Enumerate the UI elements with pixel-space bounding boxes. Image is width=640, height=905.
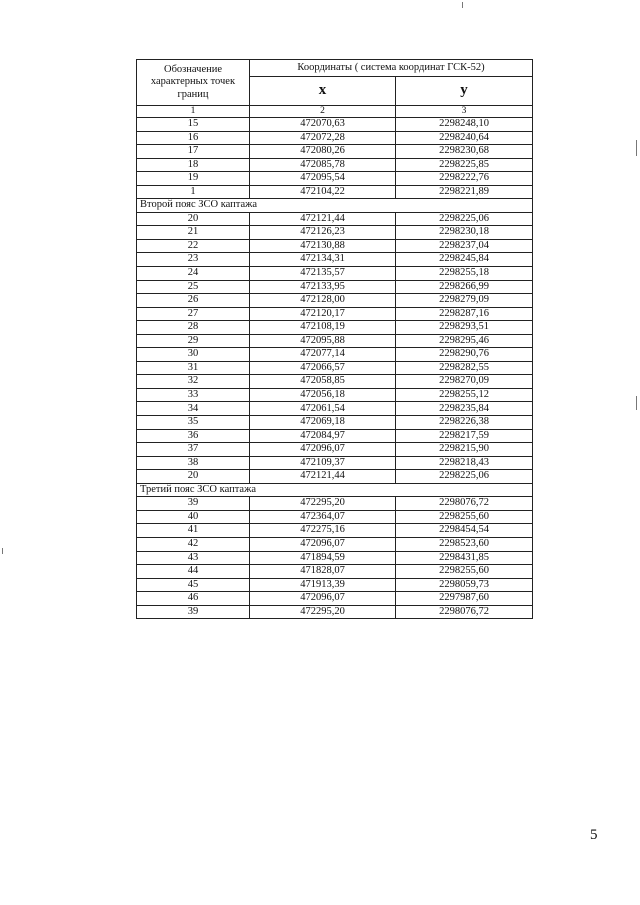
point-number-cell: 20 <box>137 470 250 484</box>
x-coordinate-cell: 472056,18 <box>250 388 396 402</box>
y-coordinate-cell: 2298222,76 <box>396 172 533 186</box>
y-coordinate-cell: 2298287,16 <box>396 307 533 321</box>
x-coordinate-cell: 472085,78 <box>250 158 396 172</box>
point-number-cell: 38 <box>137 456 250 470</box>
y-coordinate-cell: 2297987,60 <box>396 592 533 606</box>
table-row <box>137 551 533 565</box>
y-coordinate-cell: 2298218,43 <box>396 456 533 470</box>
table-row <box>137 267 533 281</box>
section-row <box>137 199 533 213</box>
page-number: 5 <box>590 827 598 843</box>
table-row <box>137 375 533 389</box>
point-number-cell: 35 <box>137 416 250 430</box>
table-row <box>137 537 533 551</box>
scan-mark <box>462 2 463 8</box>
table-row <box>137 131 533 145</box>
y-coordinate-cell: 2298290,76 <box>396 348 533 362</box>
table-row <box>137 212 533 226</box>
table-row <box>137 605 533 619</box>
x-coordinate-cell: 472108,19 <box>250 321 396 335</box>
x-coordinate-cell: 472096,07 <box>250 443 396 457</box>
point-number-cell: 15 <box>137 118 250 132</box>
point-number-cell: 24 <box>137 267 250 281</box>
table-row <box>137 429 533 443</box>
y-coordinate-cell: 2298255,60 <box>396 565 533 579</box>
y-coordinate-cell: 2298255,12 <box>396 388 533 402</box>
col-number-3: 3 <box>396 106 533 118</box>
table-row <box>137 592 533 606</box>
point-number-cell: 31 <box>137 361 250 375</box>
point-number-cell: 25 <box>137 280 250 294</box>
table-row <box>137 158 533 172</box>
point-number-cell: 28 <box>137 321 250 335</box>
y-coordinate-cell: 2298225,85 <box>396 158 533 172</box>
table-row <box>137 226 533 240</box>
table-row <box>137 388 533 402</box>
y-coordinate-cell: 2298076,72 <box>396 605 533 619</box>
scan-mark <box>2 548 3 554</box>
x-coordinate-cell: 472120,17 <box>250 307 396 321</box>
point-number-cell: 40 <box>137 510 250 524</box>
y-coordinate-cell: 2298523,60 <box>396 537 533 551</box>
point-number-cell: 44 <box>137 565 250 579</box>
y-coordinate-cell: 2298270,09 <box>396 375 533 389</box>
table-row <box>137 321 533 335</box>
table-row <box>137 470 533 484</box>
point-number-cell: 36 <box>137 429 250 443</box>
point-number-cell: 41 <box>137 524 250 538</box>
x-coordinate-cell: 472080,26 <box>250 145 396 159</box>
x-coordinate-cell: 472096,07 <box>250 592 396 606</box>
table-row <box>137 510 533 524</box>
coordinates-table <box>136 59 533 619</box>
y-coordinate-cell: 2298255,60 <box>396 510 533 524</box>
y-coordinate-cell: 2298248,10 <box>396 118 533 132</box>
table-row <box>137 253 533 267</box>
point-number-cell: 27 <box>137 307 250 321</box>
table-row <box>137 361 533 375</box>
y-coordinate-cell: 2298237,04 <box>396 239 533 253</box>
table-row <box>137 443 533 457</box>
table-row <box>137 280 533 294</box>
x-coordinate-cell: 472295,20 <box>250 497 396 511</box>
point-number-cell: 34 <box>137 402 250 416</box>
y-coordinate-cell: 2298225,06 <box>396 470 533 484</box>
col-number-1: 1 <box>137 106 250 118</box>
x-coordinate-cell: 472128,00 <box>250 294 396 308</box>
point-number-cell: 39 <box>137 605 250 619</box>
y-coordinate-cell: 2298230,18 <box>396 226 533 240</box>
table-row <box>137 334 533 348</box>
x-coordinate-cell: 472066,57 <box>250 361 396 375</box>
x-coordinate-cell: 472095,54 <box>250 172 396 186</box>
x-coordinate-cell: 472095,88 <box>250 334 396 348</box>
x-header: x <box>250 76 396 105</box>
x-coordinate-cell: 472070,63 <box>250 118 396 132</box>
y-header: у <box>396 76 533 105</box>
section-row <box>137 483 533 497</box>
x-coordinate-cell: 471894,59 <box>250 551 396 565</box>
designation-header: Обозначение характерных точек границ <box>137 60 250 106</box>
x-coordinate-cell: 472069,18 <box>250 416 396 430</box>
table-row <box>137 497 533 511</box>
y-coordinate-cell: 2298454,54 <box>396 524 533 538</box>
table-row <box>137 294 533 308</box>
point-number-cell: 33 <box>137 388 250 402</box>
point-number-cell: 29 <box>137 334 250 348</box>
point-number-cell: 45 <box>137 578 250 592</box>
coordinates-header: Координаты ( система координат ГСК-52) <box>250 60 533 77</box>
x-coordinate-cell: 472061,54 <box>250 402 396 416</box>
point-number-cell: 43 <box>137 551 250 565</box>
x-coordinate-cell: 472077,14 <box>250 348 396 362</box>
x-coordinate-cell: 472275,16 <box>250 524 396 538</box>
point-number-cell: 17 <box>137 145 250 159</box>
point-number-cell: 19 <box>137 172 250 186</box>
y-coordinate-cell: 2298059,73 <box>396 578 533 592</box>
table-row <box>137 239 533 253</box>
table-row <box>137 578 533 592</box>
point-number-cell: 22 <box>137 239 250 253</box>
x-coordinate-cell: 472096,07 <box>250 537 396 551</box>
table-row <box>137 565 533 579</box>
y-coordinate-cell: 2298282,55 <box>396 361 533 375</box>
table-row <box>137 524 533 538</box>
point-number-cell: 26 <box>137 294 250 308</box>
y-coordinate-cell: 2298221,89 <box>396 185 533 199</box>
x-coordinate-cell: 472134,31 <box>250 253 396 267</box>
y-coordinate-cell: 2298226,38 <box>396 416 533 430</box>
x-coordinate-cell: 472130,88 <box>250 239 396 253</box>
y-coordinate-cell: 2298295,46 <box>396 334 533 348</box>
x-coordinate-cell: 472364,07 <box>250 510 396 524</box>
point-number-cell: 1 <box>137 185 250 199</box>
y-coordinate-cell: 2298235,84 <box>396 402 533 416</box>
x-coordinate-cell: 472295,20 <box>250 605 396 619</box>
section-title: Третий пояс ЗСО каптажа <box>137 483 533 497</box>
x-coordinate-cell: 471913,39 <box>250 578 396 592</box>
x-coordinate-cell: 472121,44 <box>250 212 396 226</box>
table-row <box>137 416 533 430</box>
col-number-2: 2 <box>250 106 396 118</box>
y-coordinate-cell: 2298076,72 <box>396 497 533 511</box>
x-coordinate-cell: 472121,44 <box>250 470 396 484</box>
table-row <box>137 118 533 132</box>
scan-mark <box>636 396 637 410</box>
y-coordinate-cell: 2298266,99 <box>396 280 533 294</box>
point-number-cell: 32 <box>137 375 250 389</box>
y-coordinate-cell: 2298240,64 <box>396 131 533 145</box>
point-number-cell: 42 <box>137 537 250 551</box>
x-coordinate-cell: 471828,07 <box>250 565 396 579</box>
point-number-cell: 30 <box>137 348 250 362</box>
x-coordinate-cell: 472126,23 <box>250 226 396 240</box>
y-coordinate-cell: 2298215,90 <box>396 443 533 457</box>
point-number-cell: 21 <box>137 226 250 240</box>
x-coordinate-cell: 472133,95 <box>250 280 396 294</box>
table-row <box>137 348 533 362</box>
section-title: Второй пояс ЗСО каптажа <box>137 199 533 213</box>
table-body <box>137 118 533 619</box>
table-row <box>137 402 533 416</box>
point-number-cell: 20 <box>137 212 250 226</box>
point-number-cell: 16 <box>137 131 250 145</box>
point-number-cell: 39 <box>137 497 250 511</box>
y-coordinate-cell: 2298245,84 <box>396 253 533 267</box>
x-coordinate-cell: 472084,97 <box>250 429 396 443</box>
y-coordinate-cell: 2298230,68 <box>396 145 533 159</box>
y-coordinate-cell: 2298293,51 <box>396 321 533 335</box>
point-number-cell: 23 <box>137 253 250 267</box>
table-row <box>137 307 533 321</box>
x-coordinate-cell: 472058,85 <box>250 375 396 389</box>
table-row <box>137 145 533 159</box>
point-number-cell: 46 <box>137 592 250 606</box>
table-row <box>137 185 533 199</box>
y-coordinate-cell: 2298279,09 <box>396 294 533 308</box>
y-coordinate-cell: 2298255,18 <box>396 267 533 281</box>
x-coordinate-cell: 472104,22 <box>250 185 396 199</box>
point-number-cell: 18 <box>137 158 250 172</box>
y-coordinate-cell: 2298431,85 <box>396 551 533 565</box>
table-row <box>137 172 533 186</box>
y-coordinate-cell: 2298225,06 <box>396 212 533 226</box>
table-row <box>137 456 533 470</box>
x-coordinate-cell: 472109,37 <box>250 456 396 470</box>
point-number-cell: 37 <box>137 443 250 457</box>
scan-mark <box>636 140 637 156</box>
x-coordinate-cell: 472072,28 <box>250 131 396 145</box>
y-coordinate-cell: 2298217,59 <box>396 429 533 443</box>
x-coordinate-cell: 472135,57 <box>250 267 396 281</box>
